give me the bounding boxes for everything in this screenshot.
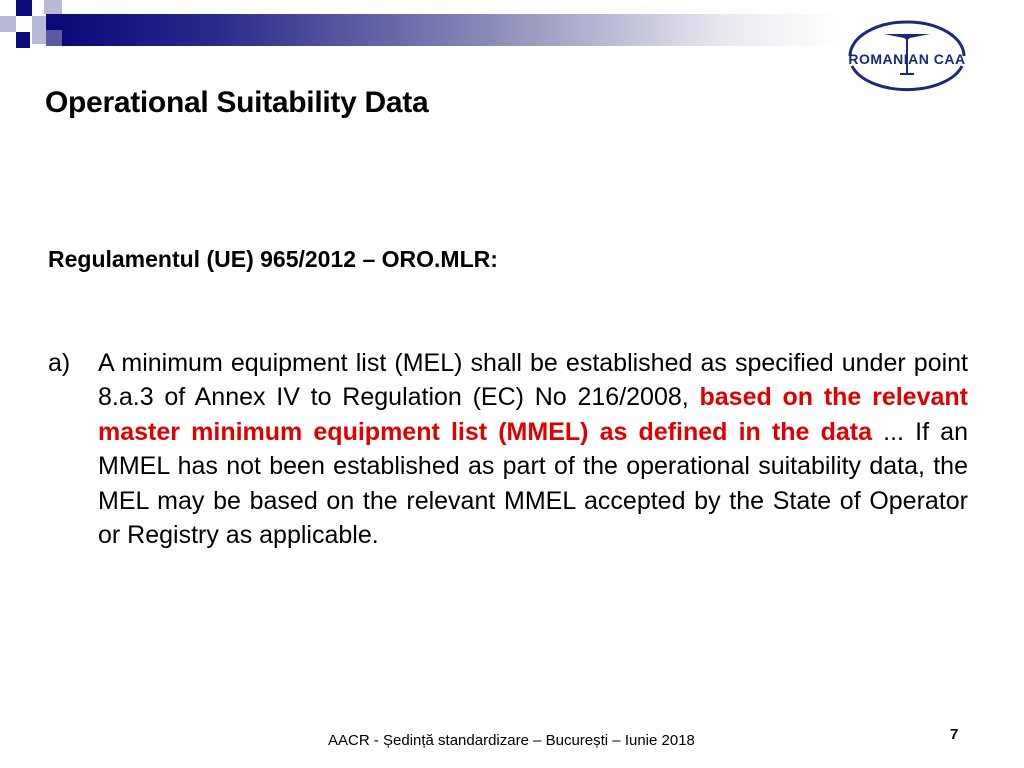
corner-square	[46, 30, 62, 46]
header-gradient-bar	[62, 14, 840, 46]
item-marker: a)	[48, 349, 71, 377]
footer-text: AACR - Ședință standardizare – București – Iunie 2018	[328, 732, 695, 749]
page-number: 7	[950, 726, 959, 743]
regulation-heading: Regulamentul (UE) 965/2012 – ORO.MLR:	[48, 246, 498, 272]
page-title: Operational Suitability Data	[45, 86, 429, 119]
corner-square	[44, 0, 62, 14]
item-text-part1: A minimum equipment list (MEL) shall be established as specified under point 8.a.3 of Annex IV to Regulation (EC) No 216/2008,	[98, 349, 968, 412]
corner-square	[46, 14, 62, 30]
logo-text: ROMANIAN CAA	[848, 51, 966, 67]
item-body	[98, 346, 968, 552]
romanian-caa-logo	[838, 14, 976, 94]
corner-square	[16, 32, 30, 48]
corner-square	[32, 30, 46, 44]
list-item	[48, 346, 968, 552]
corner-square	[0, 16, 16, 32]
item-text-part2: ... If an MMEL has not been established as part of the operational suitability data, the MEL may be based on the relevant MMEL accepted by the State of Operator or Registry as applicable.	[98, 417, 968, 550]
item-text-highlight: based on the relevant master minimum equipment list (MMEL) as defined in the data	[98, 383, 968, 446]
corner-square	[16, 0, 32, 16]
